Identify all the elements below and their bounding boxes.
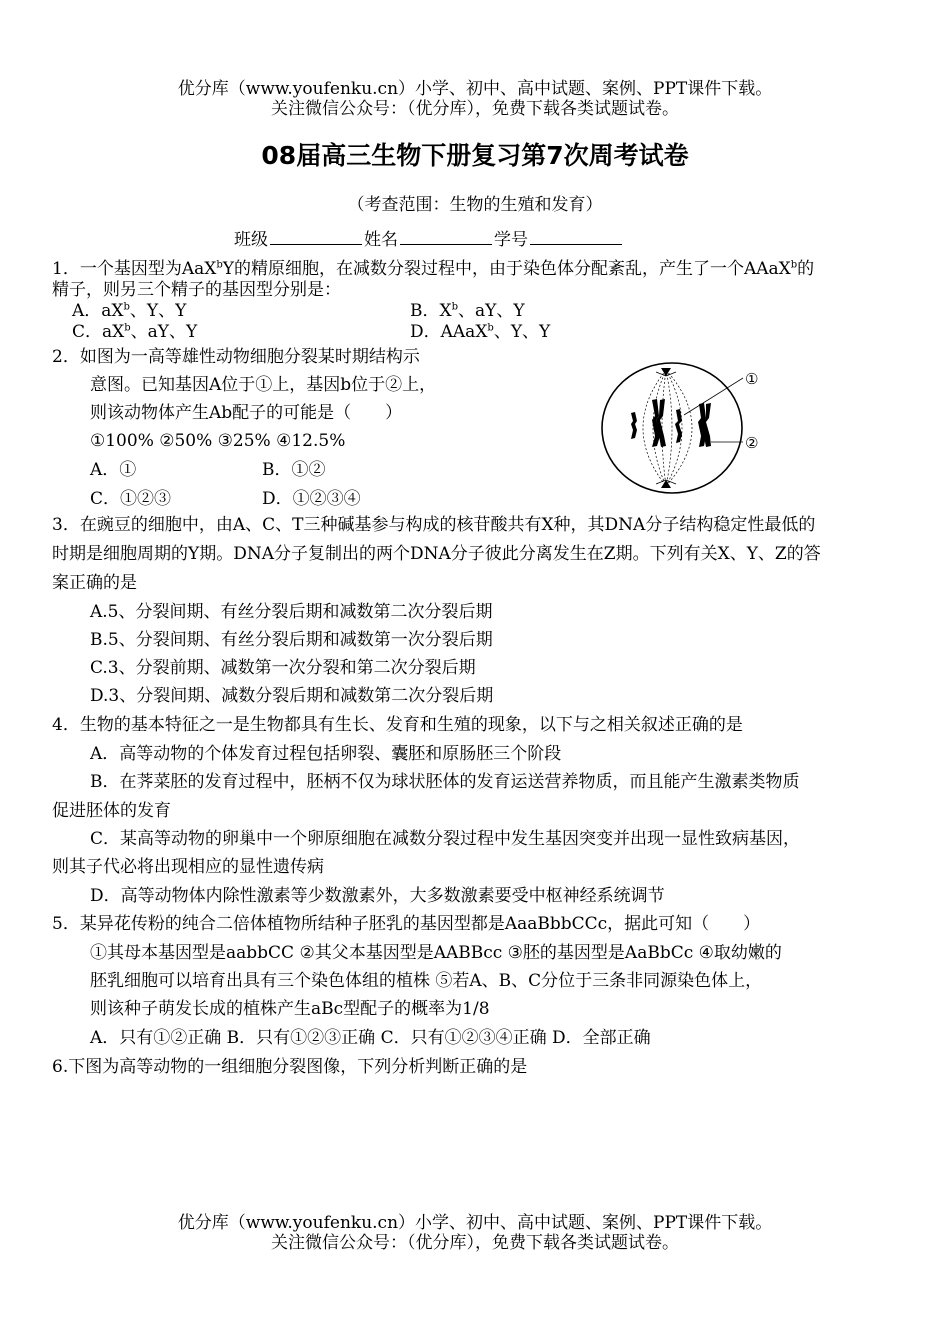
centrosome-bottom: [656, 480, 676, 488]
q4-option-a: A．高等动物的个体发育过程包括卵裂、囊胚和原肠胚三个阶段: [90, 744, 562, 764]
q1-option-c-sup: b: [124, 322, 131, 334]
q2-option-c: C．①②③: [90, 489, 172, 509]
header-line-2: 关注微信公众号：（优分库），免费下载各类试题试卷。: [271, 99, 679, 119]
q1-option-a-post: 、Y、Y: [129, 301, 187, 321]
q1-option-a: [72, 300, 186, 322]
q1-stem-line-2: 精子，则另三个精子的基因型分别是：: [52, 280, 341, 300]
q3-line-2: 时期是细胞周期的Y期。DNA分子复制出的两个DNA分子彼此分离发生在Z期。下列有关X、Y、Z的答: [52, 544, 821, 564]
centrosome-top: [656, 368, 676, 376]
q4-line-1: 4．生物的基本特征之一是生物都具有生长、发育和生殖的现象，以下与之相关叙述正确的是: [52, 715, 743, 735]
q5-line-1: 5．某异花传粉的纯合二倍体植物所结种子胚乳的基因型都是AaaBbbCCc，据此可知（ ）: [52, 914, 761, 934]
q1-stem-b: Y的精原细胞，在减数分裂过程中，由于染色体分配紊乱，产生了一个AAaX: [222, 259, 791, 279]
footer-line-1: 优分库（www.youfenku.cn）小学、初中、高中试题、案例、PPT课件下载。: [177, 1213, 773, 1233]
q5-line-2: ①其母本基因型是aabbCC ②其父本基因型是AABBcc ③胚的基因型是AaBbCc ④取幼嫩的: [90, 943, 782, 963]
q1-option-a-sup: b: [123, 301, 130, 313]
footer-line-2: 关注微信公众号：（优分库），免费下载各类试题试卷。: [271, 1233, 679, 1253]
q2-option-b: B．①②: [262, 460, 326, 480]
id-label: 学号: [494, 230, 528, 250]
q4-option-c-line-1: C．某高等动物的卵巢中一个卵原细胞在减数分裂过程中发生基因突变并出现一显性致病基因，: [90, 829, 801, 849]
class-label: 班级: [234, 230, 268, 250]
id-blank[interactable]: [530, 228, 622, 245]
q4-option-b-line-1: B．在荠菜胚的发育过程中，胚柄不仅为球状胚体的发育运送营养物质，而且能产生激素类物质: [90, 772, 800, 792]
class-blank[interactable]: [270, 228, 362, 245]
q2-line-2: 意图。已知基因A位于①上，基因b位于②上，: [90, 375, 437, 395]
name-label: 姓名: [364, 230, 398, 250]
header-line-1: 优分库（www.youfenku.cn）小学、初中、高中试题、案例、PPT课件下载。: [177, 79, 773, 99]
q1-option-d-pre: D．AAaX: [410, 322, 488, 342]
q5-line-3: 胚乳细胞可以培育出具有三个染色体组的植株 ⑤若A、B、C分位于三条非同源染色体上，: [90, 971, 763, 991]
q1-option-c-post: 、aY、Y: [130, 322, 198, 342]
q1-option-b: [410, 300, 525, 322]
q1-stem-c: 的: [797, 259, 815, 279]
cell-division-figure: [600, 358, 800, 498]
q1-option-c: [72, 321, 197, 343]
q1-stem-line-1: [52, 258, 814, 280]
q3-option-c: C.3、分裂前期、减数第一次分裂和第二次分裂后期: [90, 658, 476, 678]
spindle-fibers: [643, 370, 692, 486]
figure-label-1: ①: [745, 370, 759, 388]
q3-option-d: D.3、分裂间期、减数分裂后期和减数第二次分裂后期: [90, 686, 494, 706]
q2-option-d: D．①②③④: [262, 489, 361, 509]
name-blank[interactable]: [400, 228, 492, 245]
q5-options: A．只有①②正确 B．只有①②③正确 C．只有①②③④正确 D．全部正确: [90, 1028, 651, 1048]
q1-sup-2: b: [790, 259, 798, 271]
page-title: 08届高三生物下册复习第7次周考试卷: [261, 141, 689, 170]
q1-option-b-sup: b: [451, 301, 459, 313]
figure-label-2: ②: [745, 434, 759, 452]
q1-stem-a: 1．一个基因型为AaX: [52, 259, 217, 279]
q5-line-4: 则该种子萌发长成的植株产生aBc型配子的概率为1/8: [90, 999, 490, 1019]
q3-line-3: 案正确的是: [52, 573, 137, 593]
q4-option-b-line-2: 促进胚体的发育: [52, 801, 171, 821]
q3-option-a: A.5、分裂间期、有丝分裂后期和减数第二次分裂后期: [90, 602, 493, 622]
q2-line-3: 则该动物体产生Ab配子的可能是（ ）: [90, 403, 403, 423]
q1-sup-1: b: [216, 259, 223, 271]
q6-line-1: 6.下图为高等动物的一组细胞分裂图像，下列分析判断正确的是: [52, 1057, 528, 1077]
q1-option-c-pre: C．aX: [72, 322, 125, 342]
exam-scope: （考查范围：生物的生殖和发育）: [347, 195, 603, 215]
q1-option-b-post: 、aY、Y: [458, 301, 525, 321]
q3-line-1: 3．在豌豆的细胞中，由A、C、T三种碱基参与构成的核苷酸共有X种，其DNA分子结构稳定性最低的: [52, 515, 816, 535]
q1-option-d-sup: b: [487, 322, 494, 334]
q4-option-d: D．高等动物体内除性激素等少数激素外，大多数激素要受中枢神经系统调节: [90, 886, 665, 906]
q2-line-1: 2．如图为一高等雄性动物细胞分裂某时期结构示: [52, 347, 420, 367]
q2-line-4: ①100% ②50% ③25% ④12.5%: [90, 431, 346, 451]
q1-option-a-pre: A．aX: [72, 301, 124, 321]
q3-option-b: B.5、分裂间期、有丝分裂后期和减数第一次分裂后期: [90, 630, 493, 650]
q4-option-c-line-2: 则其子代必将出现相应的显性遗传病: [52, 857, 324, 877]
q1-option-d-post: 、Y、Y: [493, 322, 551, 342]
student-info-line: [234, 228, 624, 251]
q1-option-b-pre: B．X: [410, 301, 452, 321]
q1-option-d: [410, 321, 550, 343]
q2-option-a: A．①: [90, 460, 137, 480]
